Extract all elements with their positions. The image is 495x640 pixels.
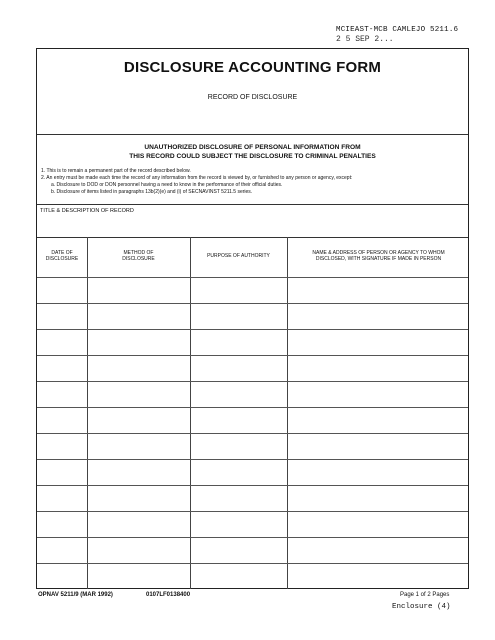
instruction-item: 1. This is to remain a permanent part of the record described below. — [41, 168, 191, 174]
column-header-recipient: NAME & ADDRESS OF PERSON OR AGENCY TO WHOM DISCLOSED, WITH SIGNATURE IF MADE IN PERSON — [312, 249, 445, 262]
warning-line: UNAUTHORIZED DISCLOSURE OF PERSONAL INFORMATION FROM — [144, 144, 361, 151]
instruction-item: a. Disclosure to DOD or DON personnel having a need to know in the performance of their official duties. — [51, 182, 283, 188]
page-indicator: Page 1 of 2 Pages — [400, 592, 450, 598]
form-number: OPNAV 5211/9 (MAR 1992) — [38, 592, 113, 598]
warning-notice — [37, 143, 468, 161]
form-title: DISCLOSURE ACCOUNTING FORM — [123, 59, 382, 76]
enclosure-label: Enclosure (4) — [392, 603, 451, 611]
table-row-line — [37, 511, 468, 512]
section-divider — [37, 134, 468, 135]
table-row-line — [37, 277, 468, 278]
column-header-date: DATE OF DISCLOSURE — [45, 249, 79, 262]
disclosure-ledger-table — [37, 237, 468, 589]
column-header-purpose: PURPOSE OF AUTHORITY — [207, 252, 270, 259]
title-description-field[interactable]: TITLE & DESCRIPTION OF RECORD — [40, 208, 134, 214]
instructions — [41, 168, 464, 196]
form-subtitle: RECORD OF DISCLOSURE — [207, 94, 298, 101]
table-row-line — [37, 459, 468, 460]
document-reference: MCIEAST-MCB CAMLEJO 5211.6 — [336, 26, 459, 34]
table-row-line — [37, 329, 468, 330]
table-row-line — [37, 537, 468, 538]
instruction-item: 2. An entry must be made each time the record of any information from the record is viewed by, or furnished to any person or agency, except: — [41, 175, 353, 181]
table-row-line — [37, 381, 468, 382]
stock-code: 0107LF0138400 — [146, 592, 191, 598]
section-divider — [37, 204, 468, 205]
table-row-line — [37, 407, 468, 408]
warning-line: THIS RECORD COULD SUBJECT THE DISCLOSURE TO CRIMINAL PENALTIES — [129, 153, 376, 160]
table-row-line — [37, 433, 468, 434]
instruction-item: b. Disclosure of items listed in paragraphs 13b(2)(e) and (i) of SECNAVINST 5211.5 series. — [51, 189, 253, 195]
disclosure-form — [36, 48, 469, 589]
column-header-method: METHOD OF DISCLOSURE — [122, 249, 155, 262]
table-row-line — [37, 355, 468, 356]
date-stamp: 2 5 SEP 2... — [336, 35, 394, 44]
table-row-line — [37, 303, 468, 304]
table-row-line — [37, 563, 468, 564]
table-row-line — [37, 485, 468, 486]
